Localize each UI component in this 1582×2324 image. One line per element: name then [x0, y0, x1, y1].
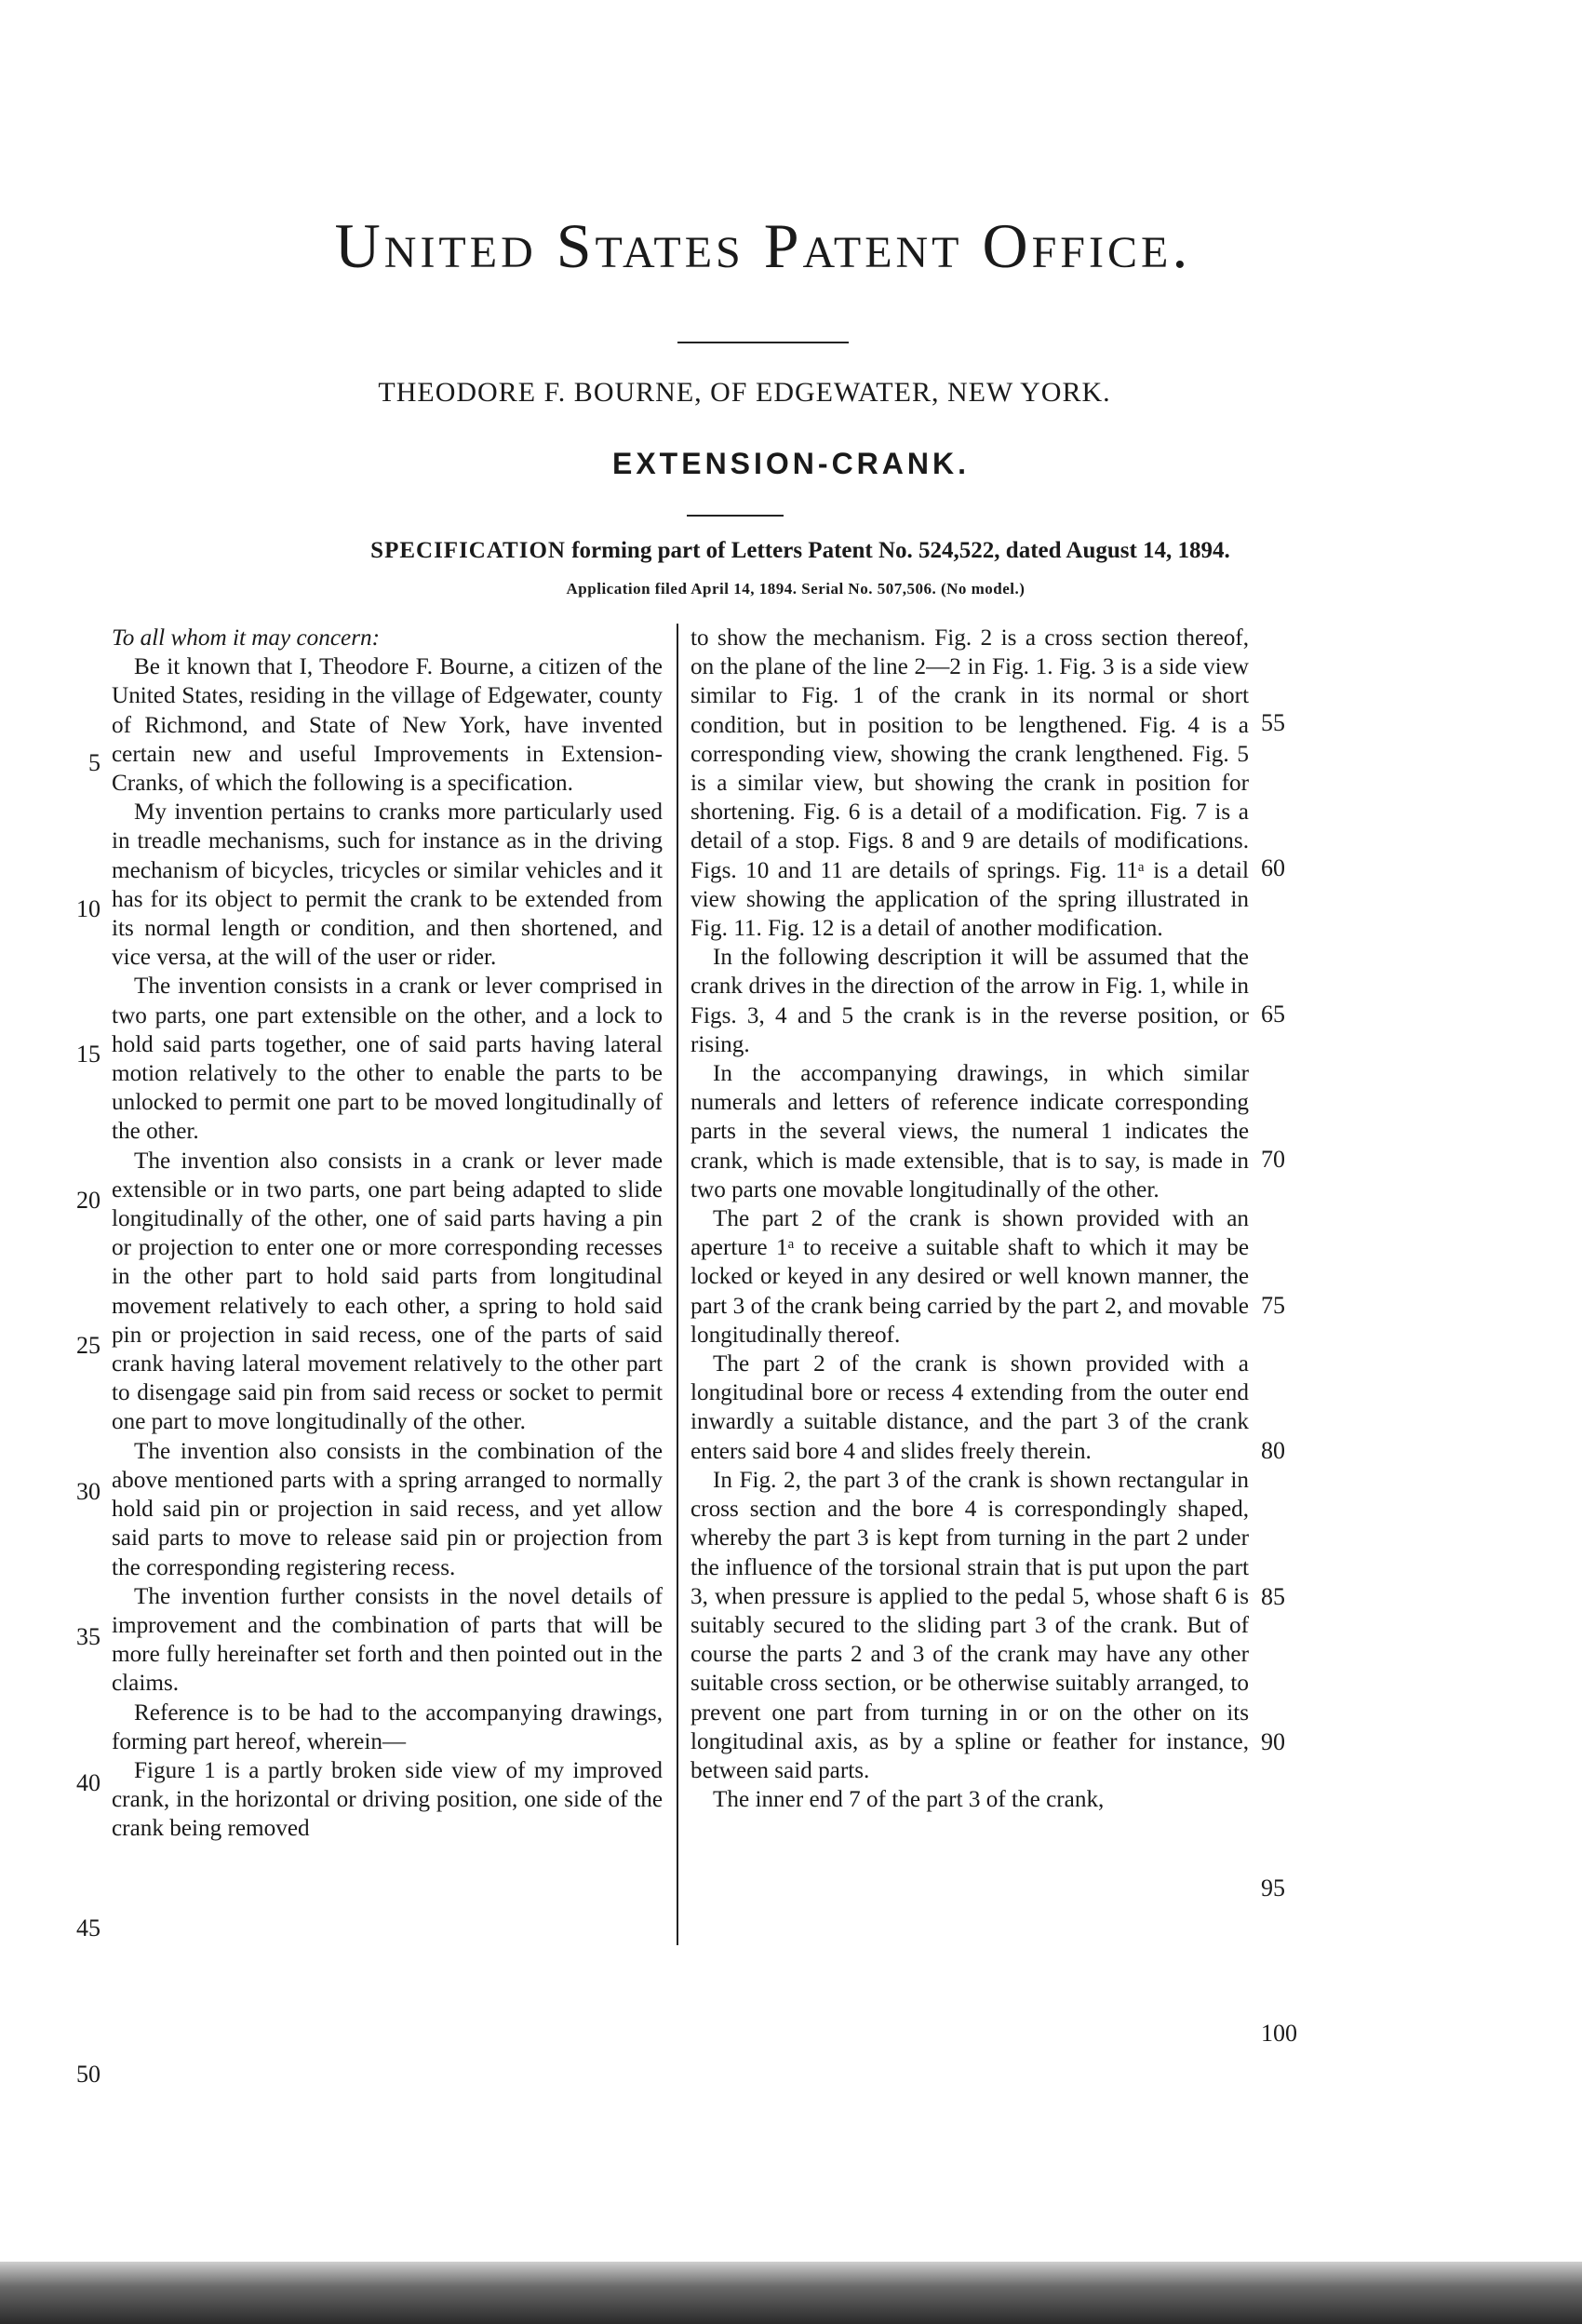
column-divider [677, 624, 678, 1945]
heading-rule [677, 342, 849, 343]
paragraph: In the accompanying drawings, in which similar numerals and letters of reference indicate corresponding parts in the several views, the numeral 1 indicates the crank, which is made extensible, that is to say, is made in two parts one movable longitudinally of the other. [690, 1061, 1249, 1202]
line-number: 20 [76, 1187, 101, 1214]
paragraph: In the following description it will be assumed that the crank drives in the direction of the arrow in Fig. 1, while in Figs. 3, 4 and 5 the crank is in the reverse position, or rising. [690, 945, 1249, 1057]
paragraph: The invention also consists in a crank or lever made extensible or in two parts, one part being adapted to slide longitudinally of the other, one of said parts having a pin or projection to enter one or more corresponding recesses in the other part to hold said parts from longitudinal movement relatively to each other, a spring to hold said pin or projection in said recess, one of the parts of said crank having lateral movement relatively to the other part to disengage said pin from said recess or socket to permit one part to move longitudinally of the other. [112, 1148, 663, 1435]
paragraph: The invention also consists in the combination of the above mentioned parts with a spring arranged to normally hold said pin or projection in said recess, and yet allow said parts to move to release said pin or projection from the corresponding registering recess. [112, 1438, 663, 1580]
paragraph: My invention pertains to cranks more particularly used in treadle mechanisms, such for instance as in the driving mechanism of bicycles, tricycles or similar vehicles and it has for its object to permit the crank to be extended from its normal length or condition, and then shortened, and vice versa, at the will of the user or rider. [112, 799, 663, 971]
line-number: 75 [1261, 1292, 1285, 1319]
left-column [112, 624, 663, 1844]
scan-edge [0, 2262, 1582, 2324]
paragraph: to show the mechanism. Fig. 2 is a cross section thereof, on the plane of the line 2—2 in Fig. 1. Fig. 3 is a side view similar to Fig. 1 of the crank in its normal or short condition, but in position to be lengthened. Fig. 4 is a corresponding view, showing the crank lengthened. Fig. 5 is a similar view, but showing the crank in position for shortening. Fig. 6 is a detail of a modification. Fig. 7 is a detail of a stop. Figs. 8 and 9 are details of modifications. Figs. 10 and 11 are details of springs. Fig. 11ᵃ is a detail view showing the application of the spring illustrated in Fig. 11. Fig. 12 is a detail of another modification. [690, 625, 1249, 942]
paragraph: The part 2 of the crank is shown provided with a longitudinal bore or recess 4 extending from the outer end inwardly a suitable distance, and the part 3 of the crank enters said bore 4 and slides freely therein. [690, 1351, 1249, 1464]
line-number: 70 [1261, 1146, 1285, 1173]
application-line: Application filed April 14, 1894. Serial No. 507,506. (No model.) [566, 580, 1026, 598]
specification-details: forming part of Letters Patent No. 524,522, dated August 14, 1894. [565, 538, 1230, 563]
paragraph: The inner end 7 of the part 3 of the crank, [713, 1787, 1105, 1813]
line-number: 25 [76, 1332, 101, 1359]
line-number: 50 [76, 2061, 101, 2088]
inventor-line: THEODORE F. BOURNE, OF EDGEWATER, NEW YORK. [378, 377, 1111, 408]
line-number: 30 [76, 1478, 101, 1505]
line-number: 55 [1261, 709, 1285, 736]
paragraph: Be it known that I, Theodore F. Bourne, a citizen of the United States, residing in the village of Edgewater, county of Richmond, and State of New York, have invented certain new and useful Improvements in Extension-Cranks, of which the following is a specification. [112, 654, 663, 797]
paragraph: Reference is to be had to the accompanying drawings, forming part hereof, wherein— [112, 1699, 663, 1754]
invention-title: EXTENSION-CRANK. [611, 447, 970, 480]
line-number: 45 [76, 1914, 101, 1941]
line-number: 95 [1261, 1874, 1285, 1901]
office-heading: United States Patent Office. [334, 210, 1192, 281]
line-number: 65 [1261, 1001, 1285, 1028]
line-number: 60 [1261, 854, 1285, 881]
specification-line [195, 538, 1405, 564]
line-number: 90 [1261, 1728, 1285, 1755]
line-number: 10 [76, 895, 101, 922]
line-number: 15 [76, 1041, 101, 1068]
title-rule [687, 515, 784, 517]
line-number: 80 [1261, 1437, 1285, 1464]
paragraph: Figure 1 is a partly broken side view of my improved crank, in the horizontal or driving position, one side of the crank being removed [112, 1757, 663, 1842]
specification-label: SPECIFICATION [370, 538, 566, 563]
line-number: 85 [1261, 1583, 1285, 1610]
line-number: 100 [1261, 2020, 1297, 2047]
salutation: To all whom it may concern: [112, 625, 381, 651]
line-number: 5 [88, 749, 101, 776]
paragraph: The part 2 of the crank is shown provided with an aperture 1ᵃ to receive a suitable shaft to which it may be locked or keyed in any desired or well known manner, the part 3 of the crank being carried by the part 2, and movable longitudinally thereof. [690, 1206, 1249, 1348]
paragraph: The invention further consists in the novel details of improvement and the combination of parts that will be more fully hereinafter set forth and then pointed out in the claims. [112, 1583, 663, 1697]
paragraph: In Fig. 2, the part 3 of the crank is shown rectangular in cross section and the bore 4 is correspondingly shaped, whereby the part 3 is kept from turning in the part 2 under the influence of the torsional strain that is put upon the part 3, when pressure is applied to the pedal 5, whose shaft 6 is suitably secured to the sliding part 3 of the crank. But of course the parts 2 and 3 of the crank may have any other suitable cross section, or be otherwise suitably arranged, to prevent one part from turning in or on the other on its longitudinal axis, as by a spline or feather for instance, between said parts. [690, 1467, 1249, 1783]
paragraph: The invention consists in a crank or lever comprised in two parts, one part extensible on the other, and a lock to hold said parts together, one of said parts having lateral motion relatively to the other to enable the parts to be unlocked to permit one part to be moved longitudinally of the other. [112, 974, 663, 1145]
line-number: 40 [76, 1769, 101, 1796]
line-number: 35 [76, 1623, 101, 1650]
right-column [690, 624, 1249, 1814]
